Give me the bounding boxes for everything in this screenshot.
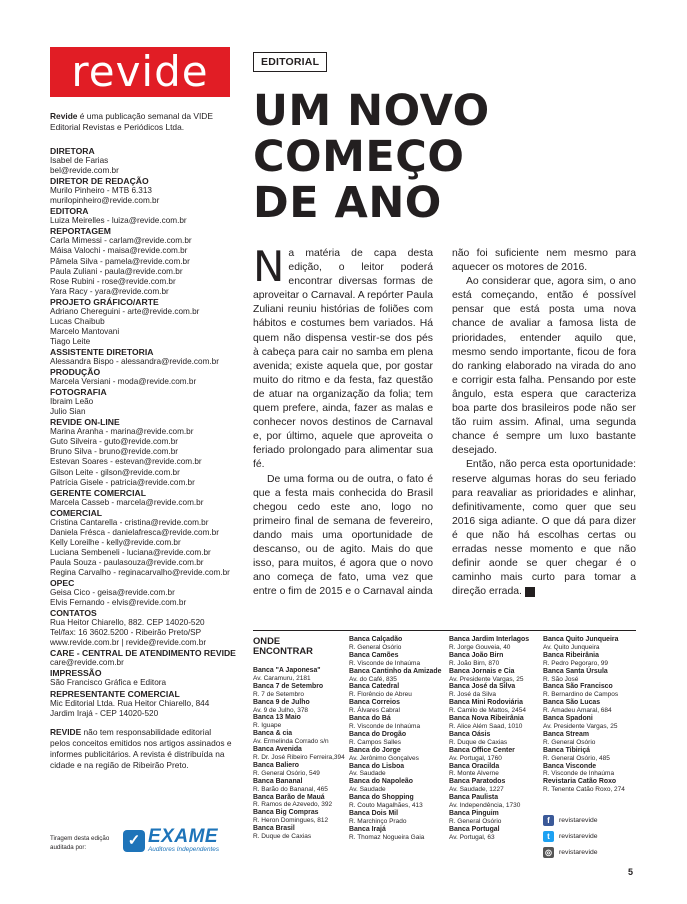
staff-line: Máisa Valochi - maisa@revide.com.br [50,246,188,256]
newsstand-address: R. São José [543,675,579,683]
newsstand-address: R. Iguape [253,722,282,730]
staff-line: Cristina Cantarella - cristina@revide.com.br [50,517,209,527]
social-links [543,812,598,860]
staff-line: Rose Rubini - rose@revide.com.br [50,276,176,286]
newsstand-address: R. Thomaz Nogueira Gaia [349,833,425,841]
disclaimer [50,727,232,771]
article-column-2 [452,247,636,599]
newsstand-address: R. Heron Domingues, 812 [253,817,329,825]
newsstand-name: Banca Catedral [349,683,400,691]
staff-section-title: OPEC [50,578,75,589]
staff-line: Ibraim Leão [50,397,94,407]
masthead-intro [50,111,232,133]
newsstand-address: Av. Portugal, 63 [449,833,495,841]
newsstand-name: Banca Oásis [449,730,491,738]
newsstand-column-1 [253,667,345,841]
disclaimer-text: não tem responsabilidade editorial pelos conceitos emitidos nos artigos assinados e informes publicitários. A revista é distribuída na cidade e na região de Ribeirão Preto. [50,726,232,770]
staff-line: murilopinheiro@revide.com.br [50,196,160,206]
newsstand-name: Banca Barão de Mauá [253,793,325,801]
headline-line: UM NOVO [253,86,490,136]
newsstand-name: Banca do Napoleão [349,778,413,786]
staff-line: Lucas Chaibub [50,316,105,326]
newsstand-address: R. Jorge Gouveia, 40 [449,643,511,651]
staff-section-title: IMPRESSÃO [50,668,102,679]
staff-line: São Francisco Gráfica e Editora [50,678,167,688]
disclaimer-brand: REVIDE [50,726,82,737]
staff-section-title: DIRETOR DE REDAÇÃO [50,176,149,187]
newsstand-name: Banca Dois Mil [349,809,399,817]
newsstand-name: Banca Stream [543,730,589,738]
staff-section-title: REVIDE ON-LINE [50,417,120,428]
staff-section-title: DIRETORA [50,146,95,156]
checkmark-icon: ✓ [123,830,145,852]
newsstand-address: R. Campos Salles [349,738,402,746]
newsstand-address: Av. Caramuru, 2181 [253,674,311,682]
newsstand-name: Banca Santa Úrsula [543,667,608,675]
staff-section-title: ASSISTENTE DIRETORIA [50,346,154,357]
newsstand-address: R. Duque de Caxias [253,833,312,841]
newsstand-address: R. João Birn, 870 [449,659,500,667]
newsstand-address: Av. Presidente Vargas, 25 [543,722,618,730]
newsstand-address: R. Duque de Caxias [449,738,508,746]
newsstand-name: Banca Calçadão [349,636,403,643]
social-link [543,812,598,828]
newsstand-address: R. General Osório, 549 [253,769,320,777]
masthead-column [50,47,236,771]
audit-wordmark [148,828,219,854]
staff-line: Patrícia Gisele - patricia@revide.com.br [50,477,195,487]
newsstand-name: Banca Bananal [253,777,303,785]
newsstand-address: R. Visconde de Inhaúma [349,659,421,667]
newsstand-address: R. Couto Magalhães, 413 [349,802,423,810]
newsstand-name: Banca & cia [253,730,293,738]
newsstand-name: Revistaria Catão Roxo [543,778,617,786]
newsstand-name: Banca Mini Rodoviária [449,699,523,707]
staff-line: www.revide.com.br | revide@revide.com.br [50,638,207,648]
newsstand-name: Banca Paulista [449,794,499,802]
staff-section-title: REPRESENTANTE COMERCIAL [50,688,180,699]
revide-logo: revide [50,47,230,97]
newsstand-address: Av. Saudade, 1227 [449,786,504,794]
newsstand-address: R. Monte Alverne [449,770,499,778]
newsstand-address: R. Barão do Bananal, 465 [253,785,328,793]
staff-line: Julio Sian [50,407,86,417]
newsstand-name: Banca do Jorge [349,746,401,754]
newsstand-name: Banca Paratodos [449,778,506,786]
staff-line: Adriano Chereguini - arte@revide.com.br [50,306,200,316]
staff-line: Marina Aranha - marina@revide.com.br [50,427,194,437]
staff-line: Rua Heitor Chiarello, 882. CEP 14020-520 [50,618,205,628]
newsstand-address: R. Dr. José Ribeiro Ferreira,394 [253,753,345,761]
newsstand-name: Banca 7 de Setembro [253,682,324,690]
newsstand-address: R. Tenente Catão Roxo, 274 [543,786,625,794]
newsstand-name: Banca 13 Maio [253,714,301,722]
newsstand-name: Banca Quito Junqueira [543,636,619,643]
newsstand-name: Banca Visconde [543,762,597,770]
staff-line: Bruno Silva - bruno@revide.com.br [50,447,178,457]
staff-line: Pâmela Silva - pamela@revide.com.br [50,256,190,266]
social-handle: revistarevide [559,816,598,824]
newsstand-address: R. Álvares Cabral [349,707,400,715]
staff-line: Paula Zuliani - paula@revide.com.br [50,266,183,276]
twitter-icon: t [543,831,554,842]
headline-line: DE ANO [253,178,442,228]
headline-line: COMEÇO [253,132,465,182]
audit-note: Tiragem desta edição auditada por: [50,835,110,851]
staff-section-title: CONTATOS [50,608,97,619]
newsstand-name: Banca João Birn [449,651,504,659]
newsstand-name: Banca Cantinho da Amizade [349,667,442,675]
newsstand-name: Banca 9 de Julho [253,698,310,706]
drop-cap: N [253,242,285,291]
article-paragraph: Ao considerar que, agora sim, o ano está começando, então é possível pensar que está posta uma nova chance de avaliar a famosa lista de prioridades, entender aquilo que, mesmo sendo importante, ficou de fora do ranking elaborado na virada do ano e corrigir esta falha. Pensando por este ângulo, esta espera que caracteriza boa parte dos brasileiros pode não ser tão ruim assim. Afinal, uma segunda chance é sempre um luxo bastante desejado. [452,276,636,457]
newsstand-address: Av. do Café, 835 [349,675,397,683]
staff-line: Carla Mimessi - carlam@revide.com.br [50,236,192,246]
newsstand-name: Banca Nova Ribeirânia [449,715,524,723]
newsstand-name: Banca Jornais e Cia [449,667,515,675]
newsstand-name: Banca Camões [349,651,399,659]
staff-section-title: EDITORA [50,206,89,217]
newsstand-address: R. Camilo de Mattos, 2454 [449,707,526,715]
end-mark-icon: r [525,587,535,597]
staff-section-title: FOTOGRAFIA [50,387,107,398]
newsstand-name: Banca do Shopping [349,794,414,802]
newsstand-address: R. Visconde de Inhaúma [349,722,421,730]
staff-line: Guto Silveira - guto@revide.com.br [50,437,178,447]
article-paragraph [253,242,433,473]
staff-line: Murilo Pinheiro - MTB 6.313 [50,186,152,196]
staff-line: Estevan Soares - estevan@revide.com.br [50,457,202,467]
social-link [543,844,598,860]
newsstand-address: R. Pedro Pegoraro, 99 [543,659,609,667]
newsstand-address: R. Amadeu Amaral, 684 [543,707,612,715]
staff-line: Paula Souza - paulasouza@revide.com.br [50,557,204,567]
staff-line: Mic Editorial Ltda. Rua Heitor Chiarello, 844 [50,698,210,708]
newsstand-name: Banca São Francisco [543,683,613,691]
staff-line: Elvis Fernando - elvis@revide.com.br [50,598,187,608]
social-link [543,828,598,844]
article-paragraph [452,458,636,599]
newsstand-address: R. Visconde de Inhaúma [543,770,615,778]
paragraph-text: a matéria de capa desta edição, o leitor poderá encontrar diversas formas de aproveitar o Carnaval. A repórter Paula Zuliani reuniu histórias de foliões com hábitos e costumes bem variados. Há quem não dispensa vestir-se dos pés à cabeça para cair no samba em plena avenida; existe aquela que, por gostar muito do ritmo e da festa, faz questão de atuar na organização da folia; tem quem prefere, ainda, fazer as malas e conhecer novos destinos de Carnaval e, por último, aquele que aproveita o feriado prolongado para alimentar sua fé. [253,248,433,471]
newsstand-name: Banca Tibiriçá [543,746,590,754]
staff-line: Tiago Leite [50,336,91,346]
newsstand-address: R. Marchinço Prado [349,817,407,825]
newsstand-name: Banca Office Center [449,746,515,754]
newsstand-address: Av. Jerônimo Gonçalves [349,754,419,762]
headline [253,88,643,226]
facebook-icon: f [543,815,554,826]
newsstand-column-2 [349,636,441,842]
newsstand-name: Banca "A Japonesa" [253,667,321,674]
staff-section-title: GERENTE COMERCIAL [50,487,146,498]
staff-line: Luciana Sembeneli - luciana@revide.com.br [50,547,211,557]
staff-line: Isabel de Farias [50,156,109,166]
newsstand-column-3 [449,636,529,842]
newsstand-name: Banca Oracilda [449,762,500,770]
staff-list [50,146,236,719]
newsstand-address: Av. Independência, 1730 [449,802,521,810]
newsstand-address: Av. 9 de Julho, 378 [253,706,309,714]
intro-brand: Revide [50,111,78,121]
staff-line: Jardim Irajá - CEP 14020-520 [50,708,159,718]
page-number: 5 [628,867,634,877]
staff-line: Regina Carvalho - reginacarvalho@revide.com.br [50,567,230,577]
audit-brand: EXAME [148,826,219,847]
staff-section-title: REPORTAGEM [50,226,111,237]
newsstand-address: Av. Saudade [349,786,386,794]
section-tag: EDITORIAL [253,52,327,72]
newsstand-address: R. José da Silva [449,691,496,699]
newsstand-name: Banca do Bá [349,715,391,723]
staff-line: Marcela Casseb - marcela@revide.com.br [50,497,204,507]
newsstand-name: Banca do Lisboa [349,762,405,770]
staff-line: Geisa Cico - geisa@revide.com.br [50,588,175,598]
article-paragraph: De uma forma ou de outra, o fato é que a festa mais conhecida do Brasil chegou cedo este ano, logo no primeiro final de semana de fevereiro, dando mais uma oportunidade de descanso, ou de agito. Mais do que isso, para muitos, é agora que o novo ano começa de fato, uma vez que entre o fim de 2015 e o Carnaval ainda [253,473,433,598]
newsstand-address: Av. Ermelinda Corrado s/n [253,738,329,746]
article-column-1 [253,242,433,599]
newsstand-name: Banca Brasil [253,825,295,833]
newsstand-name: Banca Correios [349,699,400,707]
newsstand-address: Av. Portugal, 1760 [449,754,502,762]
paragraph-text: Então, não perca esta oportunidade: reserve algumas horas do seu feriado para reavaliar as prioridades e alinhar, definitivamente, como quer que seu 2016 siga adiante. O que dá para dizer é que não há escolhas certas ou erradas nesse momento e que não definir aonde se quer chegar é o caminho mais curto para tomar a direção errada. [452,459,636,598]
newsstand-address: Av. Presidente Vargas, 25 [449,675,524,683]
staff-line: Tel/fax: 16 3602.5200 - Ribeirão Preto/SP [50,628,202,638]
newsstand-address: R. General Osório, 485 [543,754,610,762]
staff-line: Alessandra Bispo - alessandra@revide.com.br [50,356,219,366]
staff-section-title: CARE - CENTRAL DE ATENDIMENTO REVIDE [50,648,236,659]
divider [253,630,636,631]
newsstand-address: Av. Saudade [349,770,386,778]
newsstand-column-4 [543,636,625,794]
instagram-icon: ◎ [543,847,554,858]
where-to-find-title: ONDE ENCONTRAR [253,635,313,656]
staff-line: bel@revide.com.br [50,166,119,176]
staff-line: care@revide.com.br [50,658,124,668]
newsstand-name: Banca Ribeirânia [543,651,599,659]
newsstand-address: R. Florêncio de Abreu [349,691,412,699]
social-handle: revistarevide [559,848,598,856]
staff-line: Marcela Versiani - moda@revide.com.br [50,377,197,387]
newsstand-name: Banca Spadoni [543,715,593,723]
article-paragraph: não foi suficiente nem mesmo para aquecer os motores de 2016. [452,248,636,274]
newsstand-address: R. Alice Além Saad, 1010 [449,722,523,730]
newsstand-name: Banca Jardim Interlagos [449,636,530,643]
staff-section-title: PROJETO GRÁFICO/ARTE [50,296,159,307]
staff-line: Marcelo Mantovani [50,326,120,336]
staff-line: Kelly Loreilhe - kelly@revide.com.br [50,537,181,547]
newsstand-name: Banca do Drogão [349,730,407,738]
newsstand-name: Banca José da Silva [449,683,516,691]
intro-text: é uma publicação semanal da VIDE Editorial Revistas e Periódicos Ltda. [50,111,213,132]
audit-logo [123,828,219,854]
newsstand-name: Banca Portugal [449,825,500,833]
newsstand-name: Banca São Lucas [543,699,601,707]
audit-subtitle: Auditores Independentes [148,846,220,853]
staff-line: Daniela Frésca - danielafresca@revide.com.br [50,527,219,537]
newsstand-address: R. Bernardino de Campos [543,691,619,699]
newsstand-address: R. General Osório [449,817,502,825]
staff-line: Luiza Meirelles - luiza@revide.com.br [50,216,187,226]
newsstand-address: R. 7 de Setembro [253,690,304,698]
staff-line: Gilson Leite - gilson@revide.com.br [50,467,180,477]
newsstand-address: Av. Quito Junqueira [543,643,600,651]
newsstand-address: R. General Osório [349,643,402,651]
social-handle: revistarevide [559,832,598,840]
newsstand-address: R. Ramos de Azevedo, 392 [253,801,333,809]
newsstand-name: Banca Big Compras [253,809,319,817]
staff-section-title: COMERCIAL [50,507,103,518]
newsstand-address: R. General Osório [543,738,596,746]
newsstand-name: Banca Irajá [349,825,386,833]
newsstand-name: Banca Baliero [253,761,299,769]
staff-line: Yara Racy - yara@revide.com.br [50,286,169,296]
staff-section-title: PRODUÇÃO [50,367,101,378]
newsstand-name: Banca Avenida [253,746,302,754]
newsstand-name: Banca Pinguim [449,809,499,817]
